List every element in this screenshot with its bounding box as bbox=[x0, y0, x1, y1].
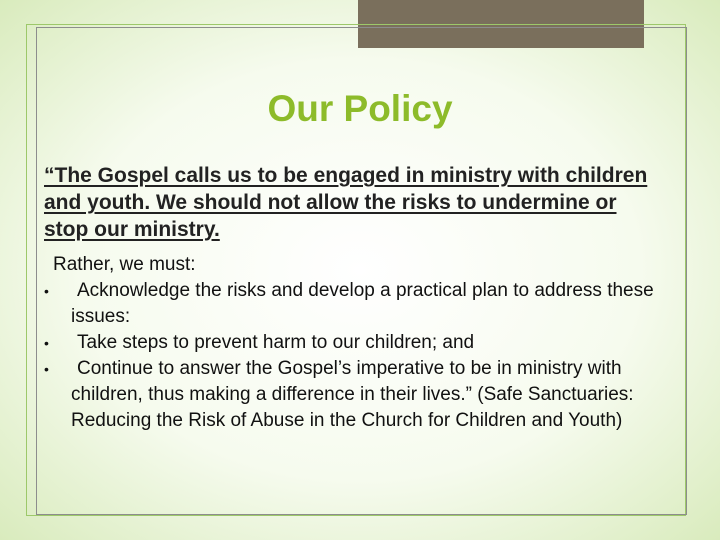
bullet-icon: • bbox=[44, 361, 49, 377]
bullet-icon: • bbox=[44, 283, 49, 299]
bullet-text: Continue to answer the Gospel’s imperative to be in ministry with children, thus making a difference in their lives.” (Safe Sanctuaries: Reducing the Risk of Abuse in the Church for Children and Youth) bbox=[71, 358, 634, 431]
list-item bbox=[44, 278, 669, 330]
bullet-text: Take steps to prevent harm to our children; and bbox=[77, 332, 475, 353]
policy-quote: “The Gospel calls us to be engaged in ministry with children and youth. We should not allow the risks to undermine or stop our ministry. bbox=[44, 164, 648, 241]
policy-intro: Rather, we must: bbox=[53, 254, 196, 275]
bullet-icon: • bbox=[44, 335, 49, 351]
slide-title bbox=[0, 88, 720, 130]
policy-bullet-list bbox=[44, 278, 669, 434]
bullet-text: Acknowledge the risks and develop a practical plan to address these issues: bbox=[71, 280, 654, 327]
list-item bbox=[44, 356, 669, 434]
slide-title-text: Our Policy bbox=[267, 88, 453, 129]
list-item bbox=[44, 330, 669, 356]
